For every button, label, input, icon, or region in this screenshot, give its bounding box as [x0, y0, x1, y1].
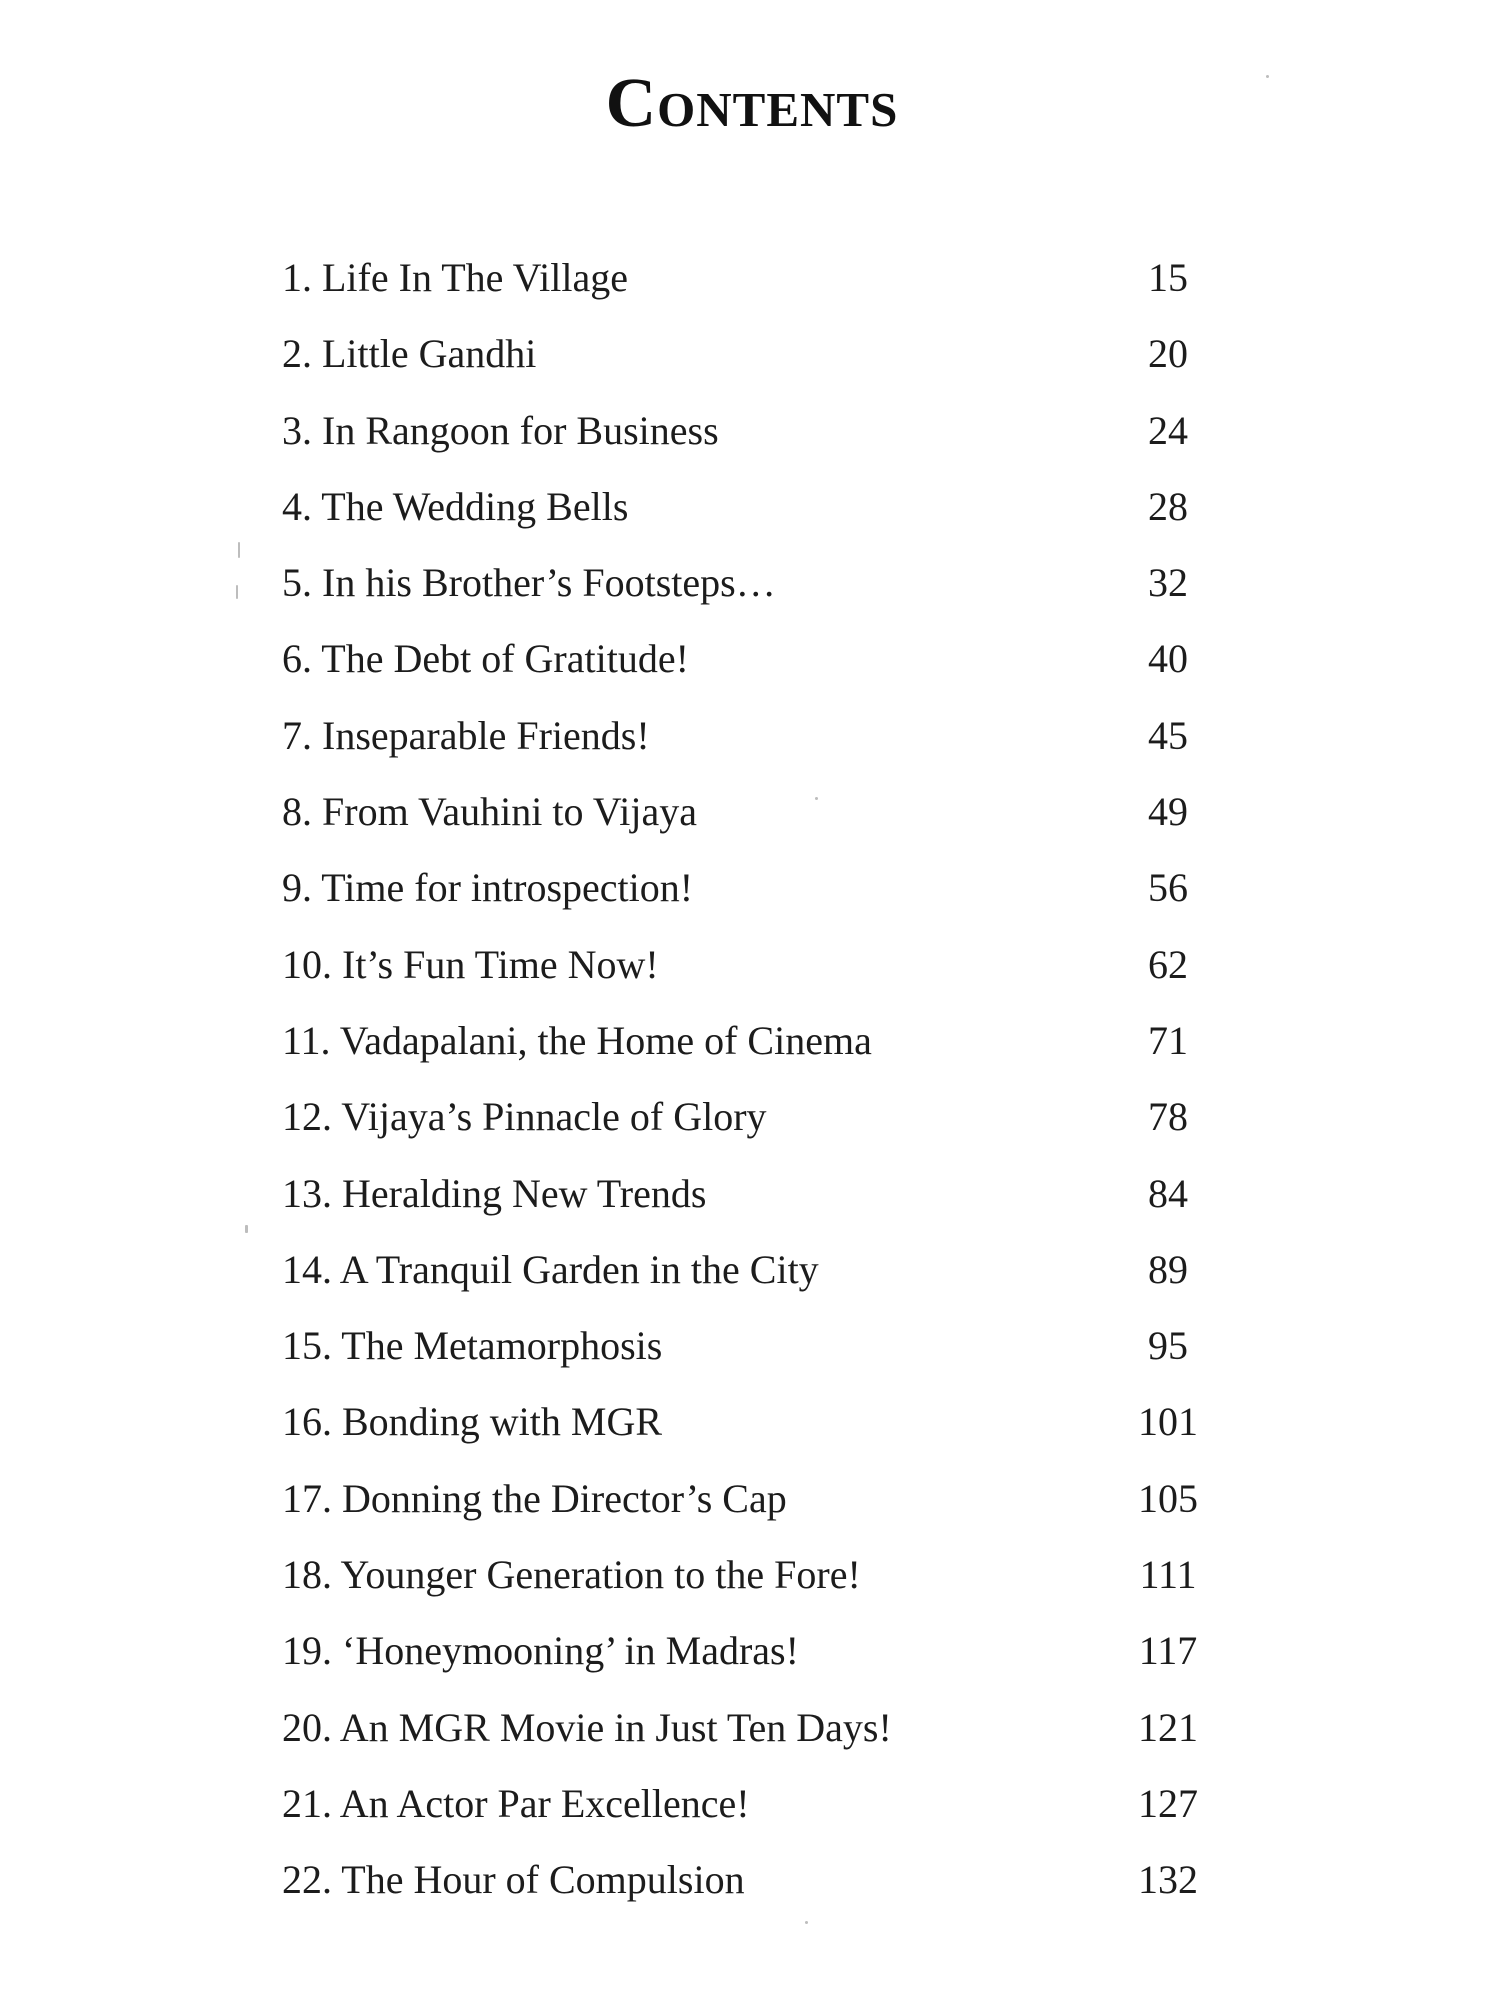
toc-entry-page-number: 89 [1148, 1246, 1188, 1292]
toc-entry-page-number: 84 [1148, 1170, 1188, 1216]
toc-entry-page-number: 40 [1148, 636, 1188, 682]
toc-entry-title: 7. Inseparable Friends! [282, 712, 650, 758]
toc-entry-page-number: 56 [1148, 865, 1188, 911]
scan-speck [245, 1225, 248, 1233]
toc-entry-title: 12. Vijaya’s Pinnacle of Glory [282, 1094, 767, 1140]
toc-entry-title: 20. An MGR Movie in Just Ten Days! [282, 1704, 892, 1750]
toc-entry [0, 403, 1504, 479]
toc-entry-page-number: 121 [1138, 1704, 1198, 1750]
toc-entry [0, 1623, 1504, 1699]
toc-entry-page-number: 62 [1148, 941, 1188, 987]
toc-entry-title: 2. Little Gandhi [282, 331, 537, 377]
toc-entry-page-number: 105 [1138, 1475, 1198, 1521]
toc-entry-page-number: 45 [1148, 712, 1188, 758]
toc-entry [0, 250, 1504, 326]
toc-entry-page-number: 32 [1148, 560, 1188, 606]
toc-entry-title: 19. ‘Honeymooning’ in Madras! [282, 1628, 799, 1674]
toc-entry [0, 631, 1504, 707]
toc-entry [0, 1547, 1504, 1623]
scan-speck [815, 797, 818, 800]
scan-speck [805, 1921, 808, 1924]
scan-speck [236, 585, 238, 599]
toc-entry-title: 1. Life In The Village [282, 255, 629, 300]
toc-entry [0, 937, 1504, 1013]
toc-entry [0, 479, 1504, 555]
toc-entry-title: 16. Bonding with MGR [282, 1399, 663, 1445]
toc-entry [0, 1852, 1504, 1928]
toc-entry [0, 708, 1504, 784]
toc-entry-page-number: 117 [1138, 1628, 1198, 1674]
toc-entry [0, 326, 1504, 402]
toc-entry-page-number: 127 [1138, 1780, 1198, 1826]
toc-entry [0, 1013, 1504, 1089]
toc-entry-page-number: 24 [1148, 407, 1188, 453]
toc-entry-title: 10. It’s Fun Time Now! [282, 941, 659, 987]
toc-entry [0, 1089, 1504, 1165]
toc-entry-title: 22. The Hour of Compulsion [282, 1857, 745, 1903]
toc-entry-title: 4. The Wedding Bells [282, 483, 629, 529]
toc-entry-title: 21. An Actor Par Excellence! [282, 1780, 750, 1826]
toc-entry [0, 555, 1504, 631]
toc-entry-page-number: 20 [1148, 331, 1188, 377]
toc-entry [0, 1700, 1504, 1776]
toc-entry-page-number: 28 [1148, 483, 1188, 529]
scan-speck [238, 542, 240, 558]
toc-entry-title: 18. Younger Generation to the Fore! [282, 1552, 861, 1598]
toc-entry-title: 17. Donning the Director’s Cap [282, 1475, 787, 1521]
toc-entry [0, 1242, 1504, 1318]
toc-entry-title: 15. The Metamorphosis [282, 1323, 663, 1369]
toc-entry-page-number: 78 [1148, 1094, 1188, 1140]
table-of-contents [0, 250, 1504, 1929]
toc-entry-page-number: 111 [1139, 1552, 1197, 1598]
toc-entry-title: 3. In Rangoon for Business [282, 407, 719, 453]
page-title: Contents [605, 65, 899, 142]
toc-entry-title: 5. In his Brother’s Footsteps… [282, 560, 776, 606]
toc-entry-title: 13. Heralding New Trends [282, 1170, 707, 1216]
toc-entry-title: 6. The Debt of Gratitude! [282, 636, 689, 682]
toc-entry-page-number: 132 [1138, 1857, 1198, 1903]
toc-entry [0, 1776, 1504, 1852]
toc-entry [0, 784, 1504, 860]
toc-entry-page-number: 101 [1138, 1399, 1198, 1445]
toc-entry-page-number: 71 [1148, 1017, 1188, 1063]
toc-entry [0, 1318, 1504, 1394]
toc-entry-title: 9. Time for introspection! [282, 865, 694, 911]
toc-entry-page-number: 95 [1148, 1323, 1188, 1369]
toc-entry [0, 860, 1504, 936]
toc-entry-title: 14. A Tranquil Garden in the City [282, 1246, 819, 1292]
toc-entry [0, 1471, 1504, 1547]
toc-entry-title: 8. From Vauhini to Vijaya [282, 789, 697, 835]
toc-entry-page-number: 15 [1148, 255, 1188, 300]
toc-entry [0, 1166, 1504, 1242]
toc-entry-page-number: 49 [1148, 789, 1188, 835]
toc-entry-title: 11. Vadapalani, the Home of Cinema [282, 1017, 872, 1063]
scan-speck [1266, 75, 1269, 78]
toc-entry [0, 1394, 1504, 1470]
